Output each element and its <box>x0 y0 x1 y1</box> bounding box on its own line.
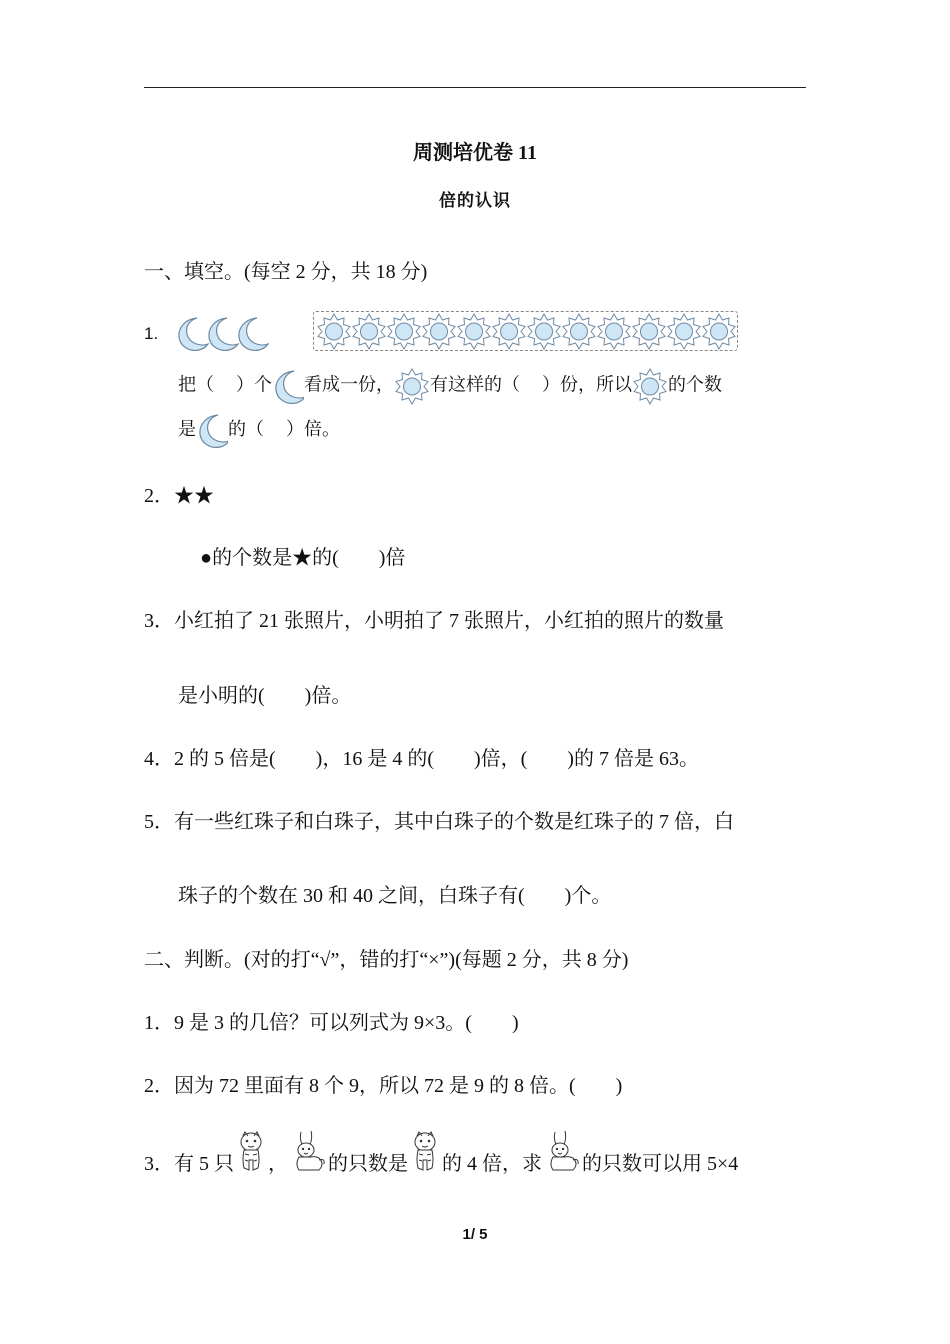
page-title: 周测培优卷 11 <box>413 142 537 164</box>
judge-q3: 3．有 5 只 ， 的只数是 的 4 倍，求 的只数可以用 5×4 <box>144 1150 738 1178</box>
sun-icon <box>632 368 668 405</box>
sun-icon <box>316 313 741 351</box>
q2-line1: 2．★★ <box>144 485 214 507</box>
q1-line1: 把（ ）个 看成一份， 有这样的（ ）份，所以 的个数 <box>178 368 722 405</box>
sun-icon <box>394 368 430 405</box>
q2-line2: ●的个数是★的( )倍 <box>200 547 406 569</box>
section2-heading: 二、判断。(对的打“√”，错的打“×”)(每题 2 分，共 8 分) <box>144 949 629 971</box>
q3-line1: 3．小红拍了 21 张照片，小明拍了 7 张照片，小红拍的照片的数量 <box>144 610 724 632</box>
rabbit-icon <box>542 1128 582 1172</box>
moon-icon <box>196 413 228 449</box>
rabbit-icon <box>288 1128 328 1172</box>
header-rule <box>144 87 806 88</box>
q1-number: 1. <box>144 324 159 343</box>
q5-line1: 5．有一些红珠子和白珠子，其中白珠子的个数是红珠子的 7 倍，白 <box>144 811 734 833</box>
tiger-icon <box>408 1128 442 1172</box>
page-number: 1/ 5 <box>462 1226 488 1243</box>
tiger-icon <box>234 1128 268 1172</box>
q1-line2: 是 的（ ）倍。 <box>178 413 340 449</box>
judge-q1: 1．9 是 3 的几倍？可以列式为 9×3。( ) <box>144 1012 519 1034</box>
judge-q2: 2．因为 72 里面有 8 个 9，所以 72 是 9 的 8 倍。( ) <box>144 1075 623 1097</box>
q3-line2: 是小明的( )倍。 <box>178 685 352 707</box>
moon-group <box>175 314 275 359</box>
q4-line1: 4．2 的 5 倍是( )，16 是 4 的( )倍，( )的 7 倍是 63。 <box>144 748 699 770</box>
section1-heading: 一、填空。(每空 2 分，共 18 分) <box>144 261 428 283</box>
page-subtitle: 倍的认识 <box>439 191 511 210</box>
q5-line2: 珠子的个数在 30 和 40 之间，白珠子有( )个。 <box>178 885 612 907</box>
moon-icon <box>175 314 275 354</box>
moon-icon <box>272 369 304 405</box>
sun-group <box>316 313 741 356</box>
